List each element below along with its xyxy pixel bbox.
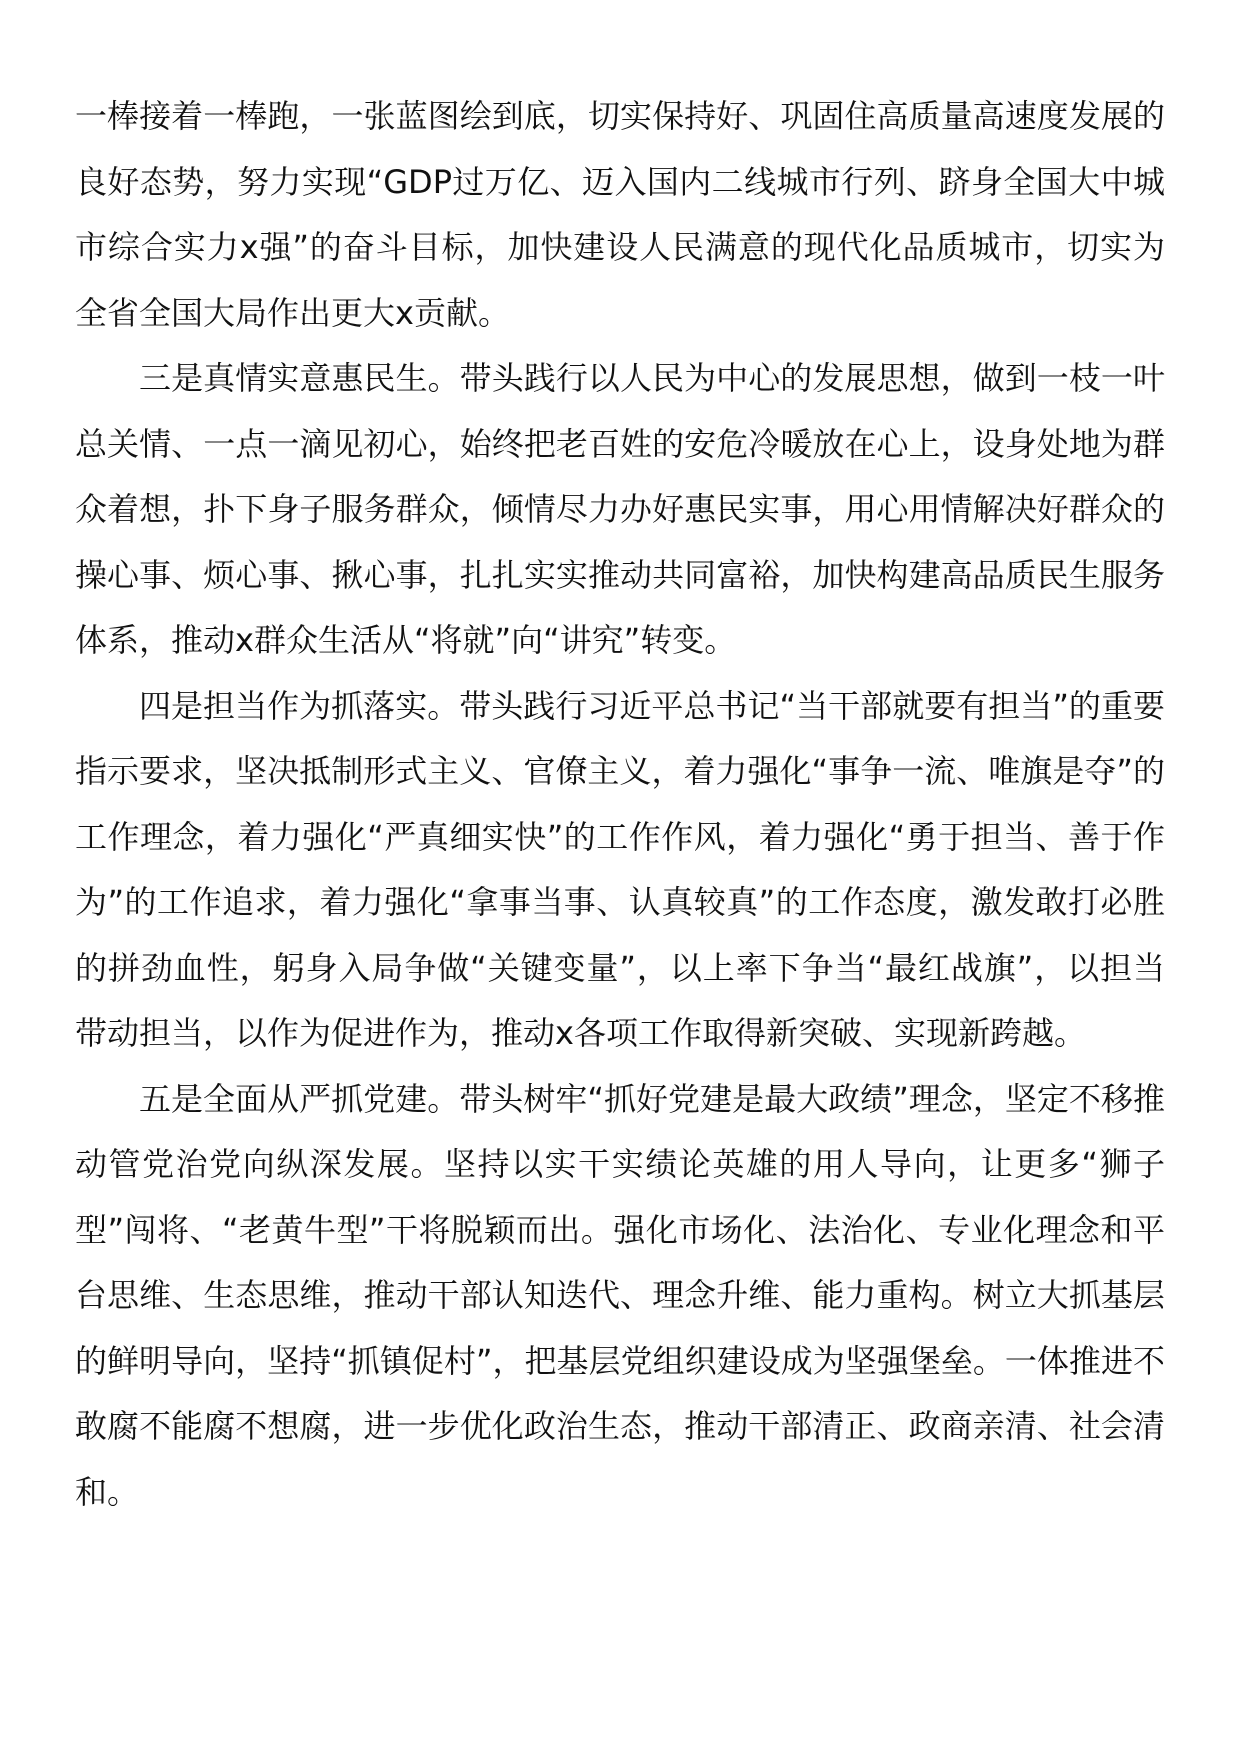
paragraph-livelihood: 三是真情实意惠民生。带头践行以人民为中心的发展思想，做到一枝一叶总关情、一点一滴见初心，始终把老百姓的安危冷暖放在心上，设身处地为群众着想，扑下身子服务群众，倾情尽力办好惠民实事，用心用情解决好群众的操心事、烦心事、揪心事，扎扎实实推动共同富裕，加快构建高品质民生服务体系，推动x群众生活从“将就”向“讲究”转变。 [75,359,1165,659]
body-text [75,84,1165,1525]
paragraph-continuation: 一棒接着一棒跑，一张蓝图绘到底，切实保持好、巩固住高质量高速度发展的良好态势，努力实现“GDP过万亿、迈入国内二线城市行列、跻身全国大中城市综合实力x强”的奋斗目标，加快建设人民满意的现代化品质城市，切实为全省全国大局作出更大x贡献。 [75,97,1165,332]
paragraph-responsibility: 四是担当作为抓落实。带头践行习近平总书记“当干部就要有担当”的重要指示要求，坚决抵制形式主义、官僚主义，着力强化“事争一流、唯旗是夺”的工作理念，着力强化“严真细实快”的工作作风，着力强化“勇于担当、善于作为”的工作追求，着力强化“拿事当事、认真较真”的工作态度，激发敢打必胜的拼劲血性，躬身入局争做“关键变量”，以上率下争当“最红战旗”，以担当带动担当，以作为促进作为，推动x各项工作取得新突破、实现新跨越。 [75,686,1165,1052]
paragraph-party-building: 五是全面从严抓党建。带头树牢“抓好党建是最大政绩”理念，坚定不移推动管党治党向纵深发展。坚持以实干实绩论英雄的用人导向，让更多“狮子型”闯将、“老黄牛型”干将脱颖而出。强化市场化、法治化、专业化理念和平台思维、生态思维，推动干部认知迭代、理念升维、能力重构。树立大抓基层的鲜明导向，坚持“抓镇促村”，把基层党组织建设成为坚强堡垒。一体推进不敢腐不能腐不想腐，进一步优化政治生态，推动干部清正、政商亲清、社会清和。 [75,1079,1165,1511]
